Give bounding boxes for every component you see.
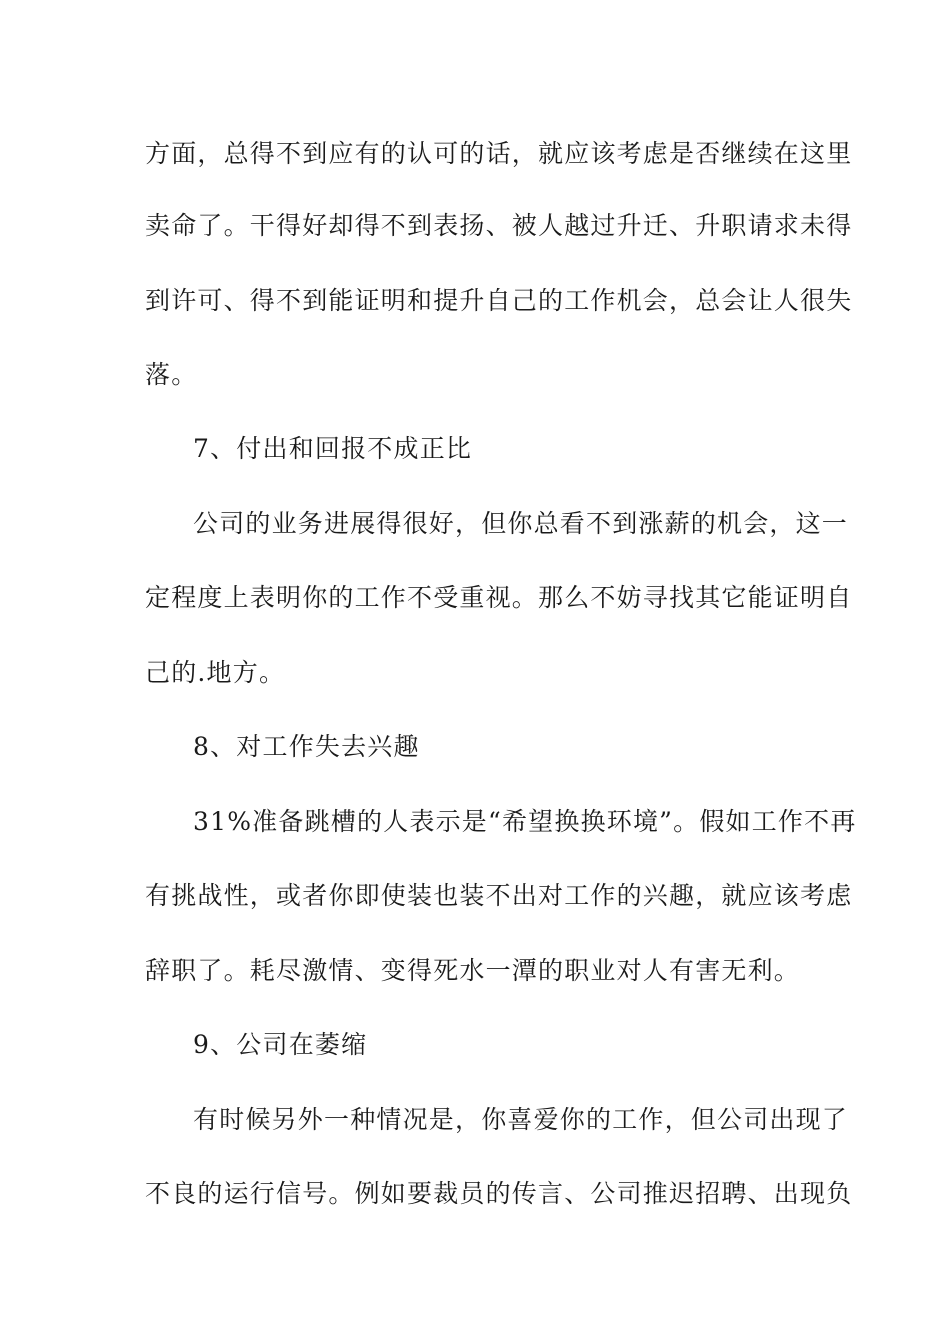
paragraph-line: 卖命了。干得好却得不到表扬、被人越过升迁、升职请求未得	[145, 211, 853, 240]
paragraph-line: 方面，总得不到应有的认可的话，就应该考虑是否继续在这里	[145, 139, 853, 168]
paragraph-line: 己的.地方。	[145, 658, 286, 687]
paragraph-line: 辞职了。耗尽激情、变得死水一潭的职业对人有害无利。	[145, 956, 801, 985]
paragraph-line: 31%准备跳槽的人表示是“希望换换环境”。假如工作不再	[193, 807, 857, 836]
paragraph-line: 不良的运行信号。例如要裁员的传言、公司推迟招聘、出现负	[145, 1179, 853, 1208]
paragraph-line: 到许可、得不到能证明和提升自己的工作机会，总会让人很失	[145, 286, 853, 315]
paragraph-line: 有时候另外一种情况是，你喜爱你的工作，但公司出现了	[193, 1105, 849, 1134]
paragraph-line: 有挑战性，或者你即使装也装不出对工作的兴趣，就应该考虑	[145, 881, 853, 910]
paragraph-line: 定程度上表明你的工作不受重视。那么不妨寻找其它能证明自	[145, 583, 853, 612]
paragraph-line: 公司的业务进展得很好，但你总看不到涨薪的机会，这一	[193, 509, 849, 538]
paragraph-line: 落。	[145, 360, 198, 389]
section-heading: 7、付出和回报不成正比	[193, 434, 473, 463]
section-heading: 8、对工作失去兴趣	[193, 732, 420, 761]
section-heading: 9、公司在萎缩	[193, 1030, 368, 1059]
